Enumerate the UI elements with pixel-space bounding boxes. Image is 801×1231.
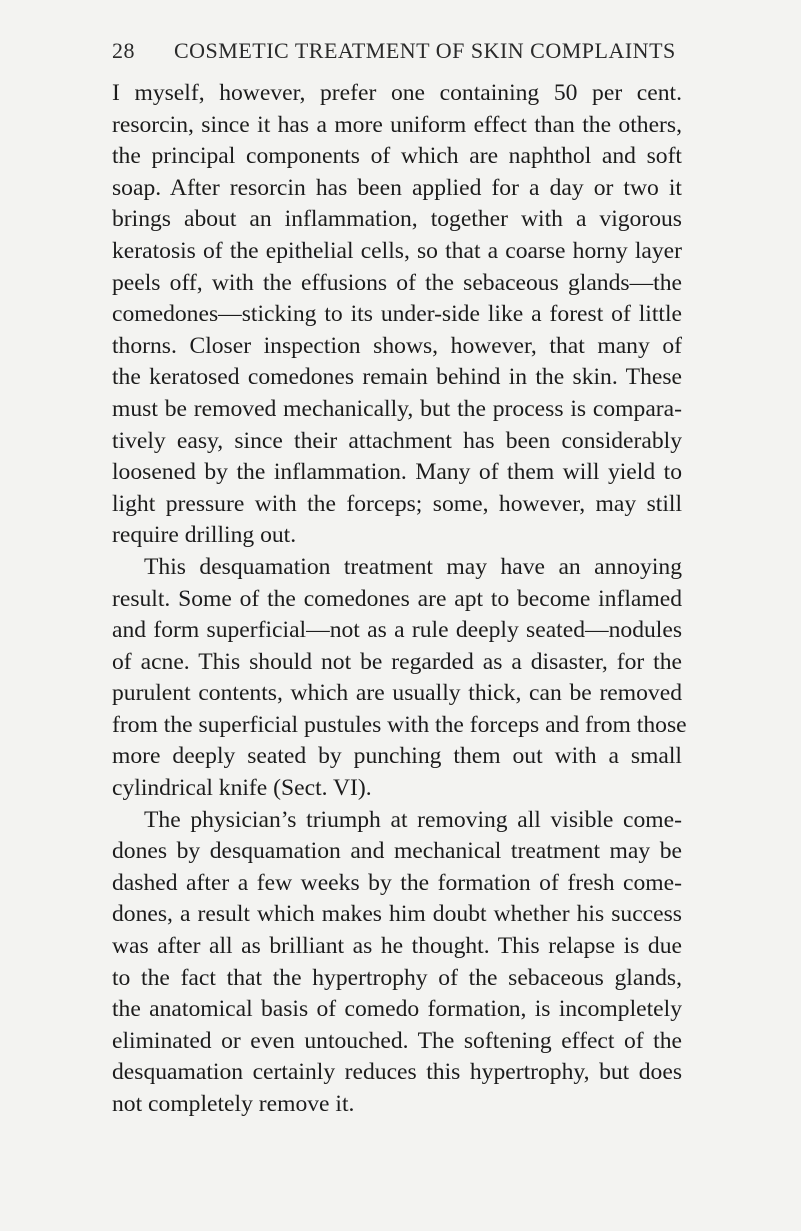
text-line: the principal components of which are naphthol and soft (112, 143, 682, 170)
text-line: more deeply seated by punching them out with a small (112, 743, 682, 770)
text-line: desquamation certainly reduces this hypertrophy, but does (112, 1059, 682, 1086)
text-line: peels off, with the effusions of the sebaceous glands—the (112, 269, 682, 296)
text-line: I myself, however, prefer one containing 50 per cent. (112, 80, 682, 106)
paragraph-1 (112, 78, 682, 552)
text-line: keratosis of the epithelial cells, so that a coarse horny layer (112, 237, 682, 264)
text-line: tively easy, since their attachment has been considerably (112, 427, 682, 454)
text-line: dashed after a few weeks by the formation of fresh come- (112, 869, 682, 896)
text-line: was after all as brilliant as he thought. This relapse is due (112, 933, 682, 960)
text-line: to the fact that the hypertrophy of the sebaceous glands, (112, 964, 682, 991)
text-line: dones, a result which makes him doubt whether his success (112, 901, 682, 928)
text-line: result. Some of the comedones are apt to become inflamed (112, 585, 682, 612)
text-line: of acne. This should not be regarded as a disaster, for the (112, 648, 682, 675)
page-number: 28 (112, 38, 135, 63)
text-line: soap. After resorcin has been applied for a day or two it (112, 174, 682, 201)
text-line: not completely remove it. (112, 1091, 355, 1117)
running-head (112, 38, 682, 72)
text-line: light pressure with the forceps; some, however, may still (112, 490, 682, 517)
text-line: This desquamation treatment may have an annoying (144, 553, 682, 580)
text-line: loosened by the inflammation. Many of them will yield to (112, 459, 682, 486)
running-head-title: COSMETIC TREATMENT OF SKIN COMPLAINTS (174, 38, 676, 63)
text-line: must be removed mechanically, but the process is compara- (112, 395, 682, 422)
text-line: and form superficial—not as a rule deeply seated—nodules (112, 617, 682, 644)
paragraph-2 (112, 552, 687, 805)
text-line: thorns. Closer inspection shows, however, that many of (112, 332, 682, 359)
body-text (112, 78, 687, 1121)
text-line: purulent contents, which are usually thick, can be removed (112, 680, 682, 707)
text-line: The physician’s triumph at removing all visible come- (144, 806, 682, 833)
text-line: dones by desquamation and mechanical treatment may be (112, 838, 682, 865)
text-line: eliminated or even untouched. The softening effect of the (112, 1027, 682, 1054)
text-line: the keratosed comedones remain behind in the skin. These (112, 364, 682, 391)
text-line: cylindrical knife (Sect. VI). (112, 775, 372, 802)
text-line: require drilling out. (112, 522, 297, 549)
text-line: brings about an inflammation, together with a vigorous (112, 206, 682, 233)
text-line: from the superficial pustules with the forceps and from those (112, 711, 687, 738)
text-line: comedones—sticking to its under-side like a forest of little (112, 301, 682, 328)
text-line: resorcin, since it has a more uniform effect than the others, (112, 111, 682, 138)
text-line: the anatomical basis of comedo formation, is incompletely (112, 996, 682, 1023)
paragraph-3 (112, 805, 682, 1121)
